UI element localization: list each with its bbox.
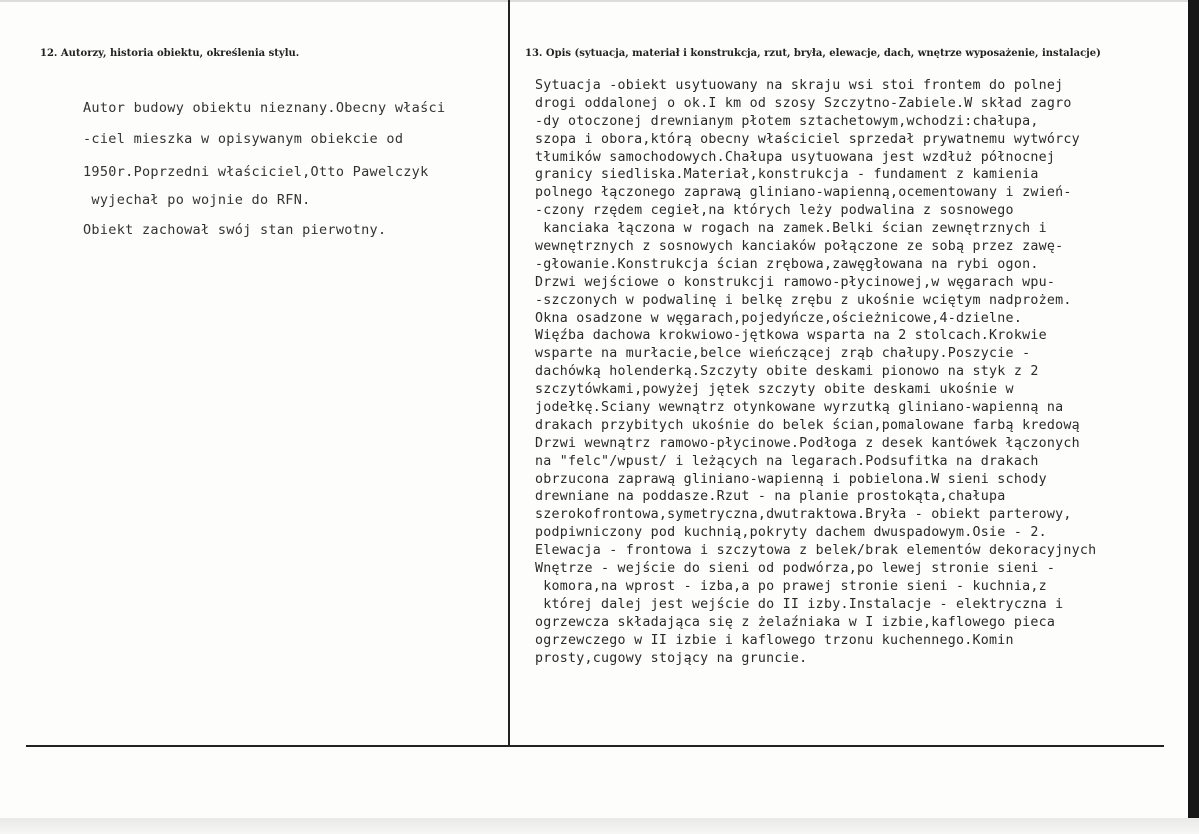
text-line: Drzwi wejściowe o konstrukcji ramowo-płycinowej,w węgarach wpu- — [535, 274, 1056, 290]
text-line: szerokofrontowa,symetryczna,dwutraktowa.Bryła - obiekt parterowy, — [535, 507, 1072, 523]
text-line: szopa i obora,którą obecny właściciel sprzedał prywatnemu wytwórcy — [535, 131, 1080, 147]
text-line: ogrzewczego w II izbie i kaflowego trzonu kuchennego.Komin — [535, 632, 1014, 648]
text-line: ogrzewcza składająca się z żelaźniaka w I izbie,kaflowego pieca — [535, 614, 1056, 630]
text-line: 1950r.Poprzedni właściciel,Otto Pawelczyk — [83, 164, 429, 180]
text-line: obrzucona zaprawą gliniano-wapienną i pobielona.W sieni schody — [535, 471, 1047, 487]
scan-edge-right — [1188, 0, 1199, 834]
text-line: Autor budowy obiektu nieznany.Obecny właści — [83, 100, 446, 116]
top-border — [0, 0, 1188, 2]
text-line: wewnętrznych z sosnowych kanciaków połączone ze sobą przez zawę- — [535, 239, 1064, 255]
text-line: Okna osadzone w węgarach,pojedyńcze,ościeżnicowe,4-dzielne. — [535, 310, 1023, 326]
text-line: Obiekt zachował swój stan pierwotny. — [83, 222, 387, 238]
authors-history-text — [83, 100, 507, 238]
text-line: komora,na wprost - izba,a po prawej stronie sieni - kuchnia,z — [535, 578, 1047, 594]
text-line: Więźba dachowa krokwiowo-jętkowa wsparta na 2 stolcach.Krokwie — [535, 328, 1047, 344]
text-line: -głowanie.Konstrukcja ścian zrębowa,zawęgłowana na rybi ogon. — [535, 256, 1039, 272]
text-line: -ciel mieszka w opisywanym obiekcie od — [83, 131, 404, 147]
text-line: tłumików samochodowych.Chałupa usytuowana jest wzdłuż północnej — [535, 149, 1056, 165]
text-line: Wnętrze - wejście do sieni od podwórza,po lewej stronie sieni - — [535, 561, 1056, 577]
text-line: polnego łączonego zaprawą gliniano-wapienną,ocementowany i zwień- — [535, 185, 1072, 201]
section-12-header: 12. Autorzy, historia obiektu, określenia stylu. — [40, 48, 300, 59]
description-text — [535, 77, 1188, 667]
text-line: -dy otoczonej drewnianym płotem sztachetowym,wchodzi:chałupa, — [535, 113, 1039, 129]
text-line: -czony rzędem cegieł,na których leży podwalina z sosnowego — [535, 203, 1014, 219]
text-line: Sytuacja -obiekt usytuowany na skraju wsi stoi frontem do polnej — [535, 78, 1064, 93]
text-line: Drzwi wewnątrz ramowo-płycinowe.Podłoga z desek kantówek łączonych — [535, 435, 1080, 451]
text-line: drakach przybitych ukośnie do belek ścian,pomalowane farbą kredową — [535, 417, 1080, 433]
column-divider — [508, 0, 510, 746]
text-line: dachówką holenderką.Szczyty obite deskami pionowo na styk z 2 — [535, 364, 1039, 380]
bottom-rule — [26, 745, 1164, 747]
text-line: prosty,cugowy stojący na gruncie. — [535, 650, 808, 666]
text-line: drewniane na poddasze.Rzut - na planie prostokąta,chałupa — [535, 489, 1006, 505]
text-line: wsparte na murłacie,belce wieńczącej zrąb chałupy.Poszycie - — [535, 346, 1031, 362]
text-line: której dalej jest wejście do II izby.Instalacje - elektryczna i — [535, 596, 1064, 612]
text-line: wyjechał po wojnie do RFN. — [83, 192, 311, 208]
text-line: drogi oddalonej o ok.I km od szosy Szczytno-Zabiele.W skład zagro — [535, 95, 1072, 111]
text-line: kanciaka łączona w rogach na zamek.Belki ścian zewnętrznych i — [535, 221, 1047, 237]
text-line: szczytówkami,powyżej jętek szczyty obite deskami ukośnie w — [535, 382, 1014, 398]
section-13-header: 13. Opis (sytuacja, materiał i konstrukcja, rzut, bryła, elewacje, dach, wnętrze wyposażenie, instalacje) — [525, 48, 1101, 59]
text-line: granicy siedliska.Materiał,konstrukcja - fundament z kamienia — [535, 167, 1039, 183]
text-line: Elewacja - frontowa i szczytowa z belek/brak elementów dekoracyjnych — [535, 543, 1097, 559]
text-line: -szczonych w podwalinę i belkę zrębu z ukośnie wciętym nadprożem. — [535, 292, 1072, 308]
text-line: podpiwniczony pod kuchnią,pokryty dachem dwuspadowym.Osie - 2. — [535, 525, 1047, 541]
text-line: na "felc"/wpust/ i leżących na legarach.Podsufitka na drakach — [535, 453, 1039, 469]
text-line: jodełkę.Sciany wewnątrz otynkowane wyrzutką gliniano-wapienną na — [535, 400, 1064, 416]
scan-edge-bottom — [0, 818, 1199, 834]
